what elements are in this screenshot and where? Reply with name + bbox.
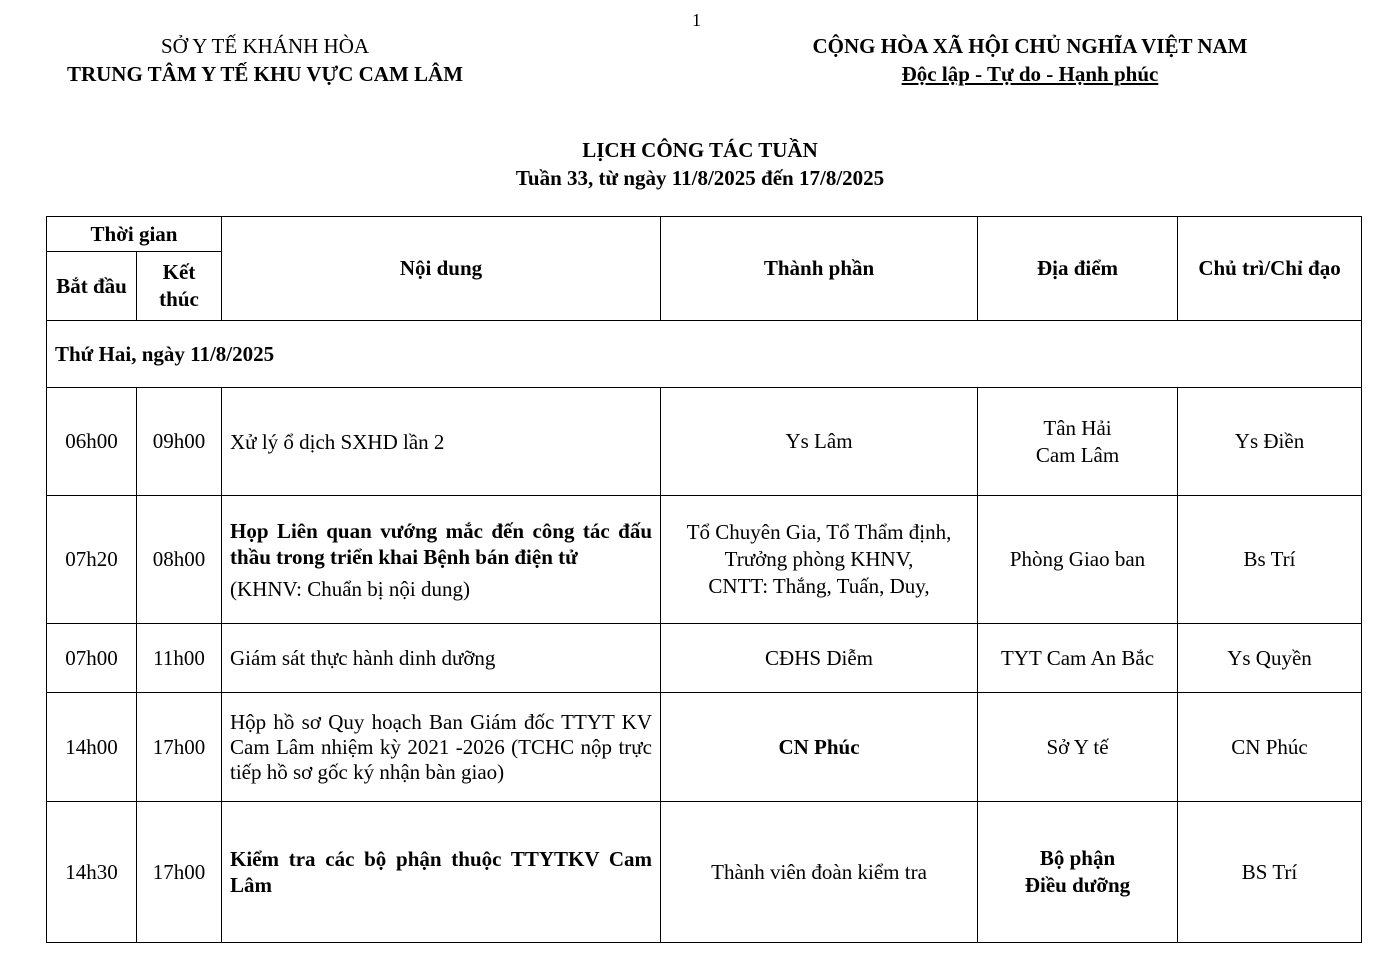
content-text: Giám sát thực hành dinh dưỡng [230,646,496,670]
document-subtitle: Tuần 33, từ ngày 11/8/2025 đến 17/8/2025 [515,166,885,190]
start-time: 07h20 [47,496,137,624]
content-cell [222,802,661,943]
content-cell [222,388,661,496]
day-row [47,321,1362,388]
content-title: Họp Liên quan vướng mắc đến công tác đấu thầu trong triển khai Bệnh bán điện tử [230,518,653,569]
content-note: (KHNV: Chuẩn bị nội dung) [230,576,470,601]
location-line: Tân Hải [1043,415,1112,440]
chair-cell: BS Trí [1178,802,1362,943]
header-start: Bắt đầu [47,252,137,321]
content-cell [222,693,661,802]
header-national [770,32,1290,88]
end-time: 09h00 [137,388,222,496]
participants-line: Trưởng phòng KHNV, [724,547,914,571]
header-participants: Thành phần [661,217,978,321]
schedule-table [46,216,1362,943]
org-parent: SỞ Y TẾ KHÁNH HÒA [160,34,370,58]
org-name: TRUNG TÂM Y TẾ KHU VỰC CAM LÂM [66,62,464,86]
location-cell [978,388,1178,496]
location-cell: Phòng Giao ban [978,496,1178,624]
start-time: 14h00 [47,693,137,802]
participants-cell: CĐHS Diễm [661,624,978,693]
participants-line: CNTT: Thắng, Tuấn, Duy, [708,574,930,598]
header-organization [40,32,490,88]
content-cell [222,496,661,624]
header-location: Địa điểm [978,217,1178,321]
header-content: Nội dung [222,217,661,321]
chair-cell: CN Phúc [1178,693,1362,802]
participants-line: Tổ Chuyên Gia, Tổ Thẩm định, [686,520,952,544]
content-title: Kiểm tra các bộ phận thuộc TTYTKV Cam Lâm [230,847,653,897]
location-cell: TYT Cam An Bắc [978,624,1178,693]
document-title: LỊCH CÔNG TÁC TUẦN [582,138,818,162]
table-row [47,496,1362,624]
motto: Độc lập - Tự do - Hạnh phúc [901,62,1159,86]
end-time: 17h00 [137,693,222,802]
participants-cell: Thành viên đoàn kiểm tra [661,802,978,943]
start-time: 07h00 [47,624,137,693]
participants-cell [661,496,978,624]
table-row [47,624,1362,693]
document-title-block [0,136,1383,192]
table-row [47,388,1362,496]
end-time: 17h00 [137,802,222,943]
content-cell [222,624,661,693]
country-name: CỘNG HÒA XÃ HỘI CHỦ NGHĨA VIỆT NAM [812,34,1248,58]
participants-cell: Ys Lâm [661,388,978,496]
end-time: 08h00 [137,496,222,624]
content-text: Xử lý ổ dịch SXHD lần 2 [230,429,445,454]
chair-cell: Bs Trí [1178,496,1362,624]
chair-cell: Ys Điền [1178,388,1362,496]
start-time: 06h00 [47,388,137,496]
content-text: Hộp hồ sơ Quy hoạch Ban Giám đốc TTYT KV Cam Lâm nhiệm kỳ 2021 -2026 (TCHC nộp trực tiếp hồ sơ gốc ký nhận bàn giao) [230,709,653,784]
table-row [47,693,1362,802]
location-cell: Sở Y tế [978,693,1178,802]
start-time: 14h30 [47,802,137,943]
header-end: Kết thúc [137,252,222,321]
location-line: Bộ phận [1039,846,1116,870]
end-time: 11h00 [137,624,222,693]
table-row [47,802,1362,943]
header-chair: Chủ trì/Chỉ đạo [1178,217,1362,321]
chair-cell: Ys Quyền [1178,624,1362,693]
day-label: Thứ Hai, ngày 11/8/2025 [47,321,1362,388]
header-row-top [47,217,1362,252]
header-time: Thời gian [47,217,222,252]
location-line: Cam Lâm [1035,442,1120,467]
location-line: Điều dưỡng [1024,873,1131,897]
location-cell [978,802,1178,943]
page-number: 1 [692,10,701,30]
participants-cell: CN Phúc [661,693,978,802]
